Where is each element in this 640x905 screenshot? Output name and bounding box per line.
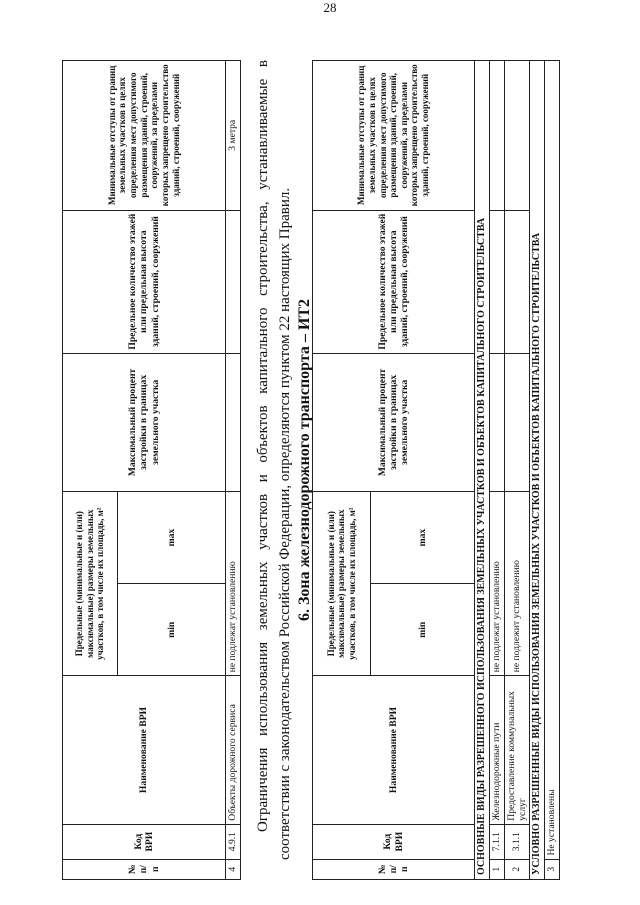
col-header-no: № п/п: [63, 859, 226, 879]
col-header-max: max: [118, 492, 226, 584]
col-header-size: Предельные (минимальные и (или) максимальные) размеры земельных участков, в том числе их площадь, м²: [63, 492, 118, 676]
regulations-table-continued: [62, 60, 241, 880]
col-header-name: Наименование ВРИ: [63, 676, 226, 824]
col-header-size: Предельные (минимальные и (или) максимальные) размеры земельных участков, в том числе их площадь, м²: [313, 492, 371, 676]
table-row: [545, 61, 559, 880]
col-header-min: min: [118, 584, 226, 676]
row-code: 7.1.1: [489, 824, 504, 859]
rotated-page-content: [20, 35, 620, 880]
row-setback: 3 метра: [226, 61, 241, 211]
row-size: не подлежат установлению: [489, 492, 504, 676]
table-row: [504, 61, 530, 880]
row-no: 2: [504, 859, 530, 879]
row-code: 3.1.1: [504, 824, 530, 859]
zone-heading: 6. Зона железнодорожного транспорта – ИТ2: [296, 298, 313, 622]
col-header-no: № п/п: [313, 859, 475, 879]
col-header-floors: Предельное количество этажей или предельная высота зданий, строений, сооружений: [63, 210, 226, 353]
row-floors: [226, 210, 241, 353]
row-name: Железнодорожные пути: [489, 676, 504, 824]
col-header-floors: Предельное количество этажей или предельная высота зданий, строений, сооружений: [313, 210, 475, 353]
row-size: не подлежат установлению: [226, 492, 241, 676]
col-header-percent: Максимальный процент застройки в границах земельного участка: [313, 353, 475, 491]
col-header-percent: Максимальный процент застройки в границах земельного участка: [63, 353, 226, 491]
col-header-max: max: [371, 492, 475, 584]
zone-it2-table: [312, 60, 560, 880]
row-name: Не установлены: [545, 61, 559, 860]
row-percent: [226, 353, 241, 491]
section-conditional-uses: УСЛОВНО РАЗРЕШЕННЫЕ ВИДЫ ИСПОЛЬЗОВАНИЯ ЗЕМЕЛЬНЫХ УЧАСТКОВ И ОБЪЕКТОВ КАПИТАЛЬНОГО СТРОИТЕЛЬСТВА: [530, 61, 545, 880]
row-code: 4.9.1: [226, 824, 241, 859]
row-name: Объекты дорожного сервиса: [226, 676, 241, 824]
col-header-code: Код ВРИ: [63, 824, 226, 859]
row-size: не подлежит установлению: [504, 492, 530, 676]
page-number: 28: [323, 0, 337, 15]
table-row: [489, 61, 504, 880]
section-main-uses: ОСНОВНЫЕ ВИДЫ РАЗРЕШЕННОГО ИСПОЛЬЗОВАНИЯ ЗЕМЕЛЬНЫХ УЧАСТКОВ И ОБЪЕКТОВ КАПИТАЛЬНОГО СТРОИТЕЛЬСТВА: [475, 61, 490, 880]
table-row: [226, 61, 241, 880]
row-no: 1: [489, 859, 504, 879]
row-no: 4: [226, 859, 241, 879]
restrictions-paragraph: Ограничения использования земельных участков и объектов капитального строительства, устанавливаемые в соответствии с законодательством Российской Федерации, определяются пунктом 22 настоящих Правил.: [255, 60, 293, 860]
col-header-setback: Минимальные отступы от границ земельных участков в целях определения мест допустимого размещения зданий, строений, сооружений, за пределами которых запрещено строительство зданий, строений, сооружений: [63, 61, 226, 211]
col-header-setback: Минимальные отступы от границ земельных участков в целях определения мест допустимого размещения зданий, строений, сооружений, за пределами которых запрещено строительство зданий, строений, сооружений: [313, 61, 475, 211]
col-header-min: min: [371, 584, 475, 676]
col-header-name: Наименование ВРИ: [313, 676, 475, 824]
row-no: 3: [545, 859, 559, 879]
row-name: Предоставление коммунальных услуг: [504, 676, 530, 824]
col-header-code: Код ВРИ: [313, 824, 475, 859]
